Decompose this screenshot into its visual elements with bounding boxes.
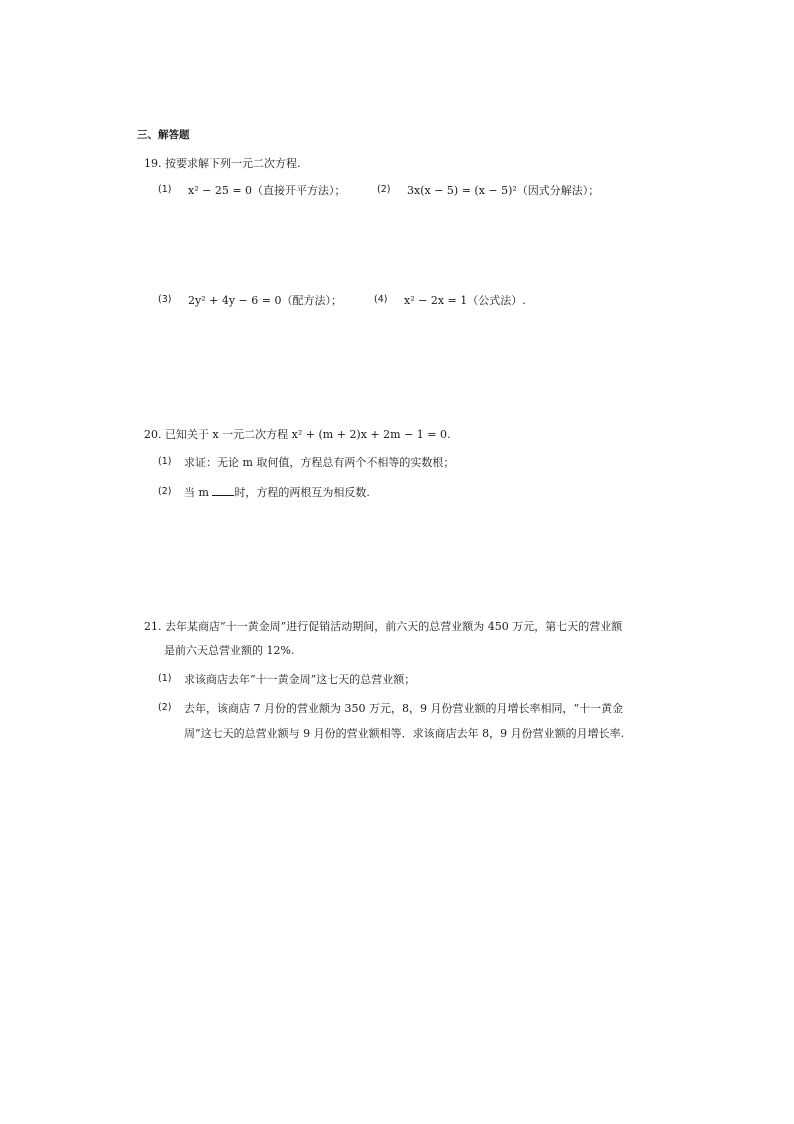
question-20-stem: 20. 已知关于 x 一元二次方程 x² + (m + 2)x + 2m − 1 = 0.	[144, 428, 451, 441]
q21-item-2-text-line-2: 周”这七天的总营业额与 9 月份的营业额相等．求该商店去年 8，9 月份营业额的月增长率.	[184, 727, 625, 740]
q20-item-1-text: 求证：无论 m 取何值，方程总有两个不相等的实数根；	[184, 456, 455, 469]
q19-item-4-equation: x² − 2x = 1（公式法）.	[404, 294, 526, 307]
q19-item-3-label: (3)	[158, 294, 172, 305]
q19-item-4-label: (4)	[374, 294, 388, 305]
q19-item-3-equation: 2y² + 4y − 6 = 0（配方法）；	[188, 294, 342, 307]
answer-blank	[212, 486, 234, 496]
q20-item-2-text	[184, 484, 370, 500]
q21-item-1-text: 求该商店去年“十一黄金周”这七天的总营业额；	[184, 673, 416, 686]
q21-item-2-text-line-1: 去年，该商店 7 月份的营业额为 350 万元，8，9 月份营业额的月增长率相同，“十一黄金	[184, 702, 624, 715]
question-19-stem: 19. 按要求解下列一元二次方程.	[144, 157, 301, 170]
q19-item-2-label: (2)	[377, 184, 391, 195]
q20-item-1-label: (1)	[158, 456, 172, 467]
q20-item-2-label: (2)	[158, 486, 172, 497]
q21-item-2-label: (2)	[158, 702, 172, 713]
question-21-stem-line-1: 21. 去年某商店“十一黄金周”进行促销活动期间，前六天的总营业额为 450 万元，第七天的营业额	[144, 620, 623, 633]
section-title: 三、解答题	[137, 129, 190, 141]
q19-item-1-equation: x² − 25 = 0（直接开平方法）；	[188, 184, 346, 197]
question-21-stem-line-2: 是前六天总营业额的 12%.	[164, 644, 295, 657]
q20-item-2-text-before: 当 m	[184, 486, 213, 499]
q19-item-1-label: (1)	[158, 184, 172, 195]
q19-item-2-equation: 3x(x − 5) = (x − 5)²（因式分解法）；	[407, 184, 600, 197]
q21-item-1-label: (1)	[158, 673, 172, 684]
q20-item-2-text-after: 时，方程的两根互为相反数.	[234, 486, 370, 499]
